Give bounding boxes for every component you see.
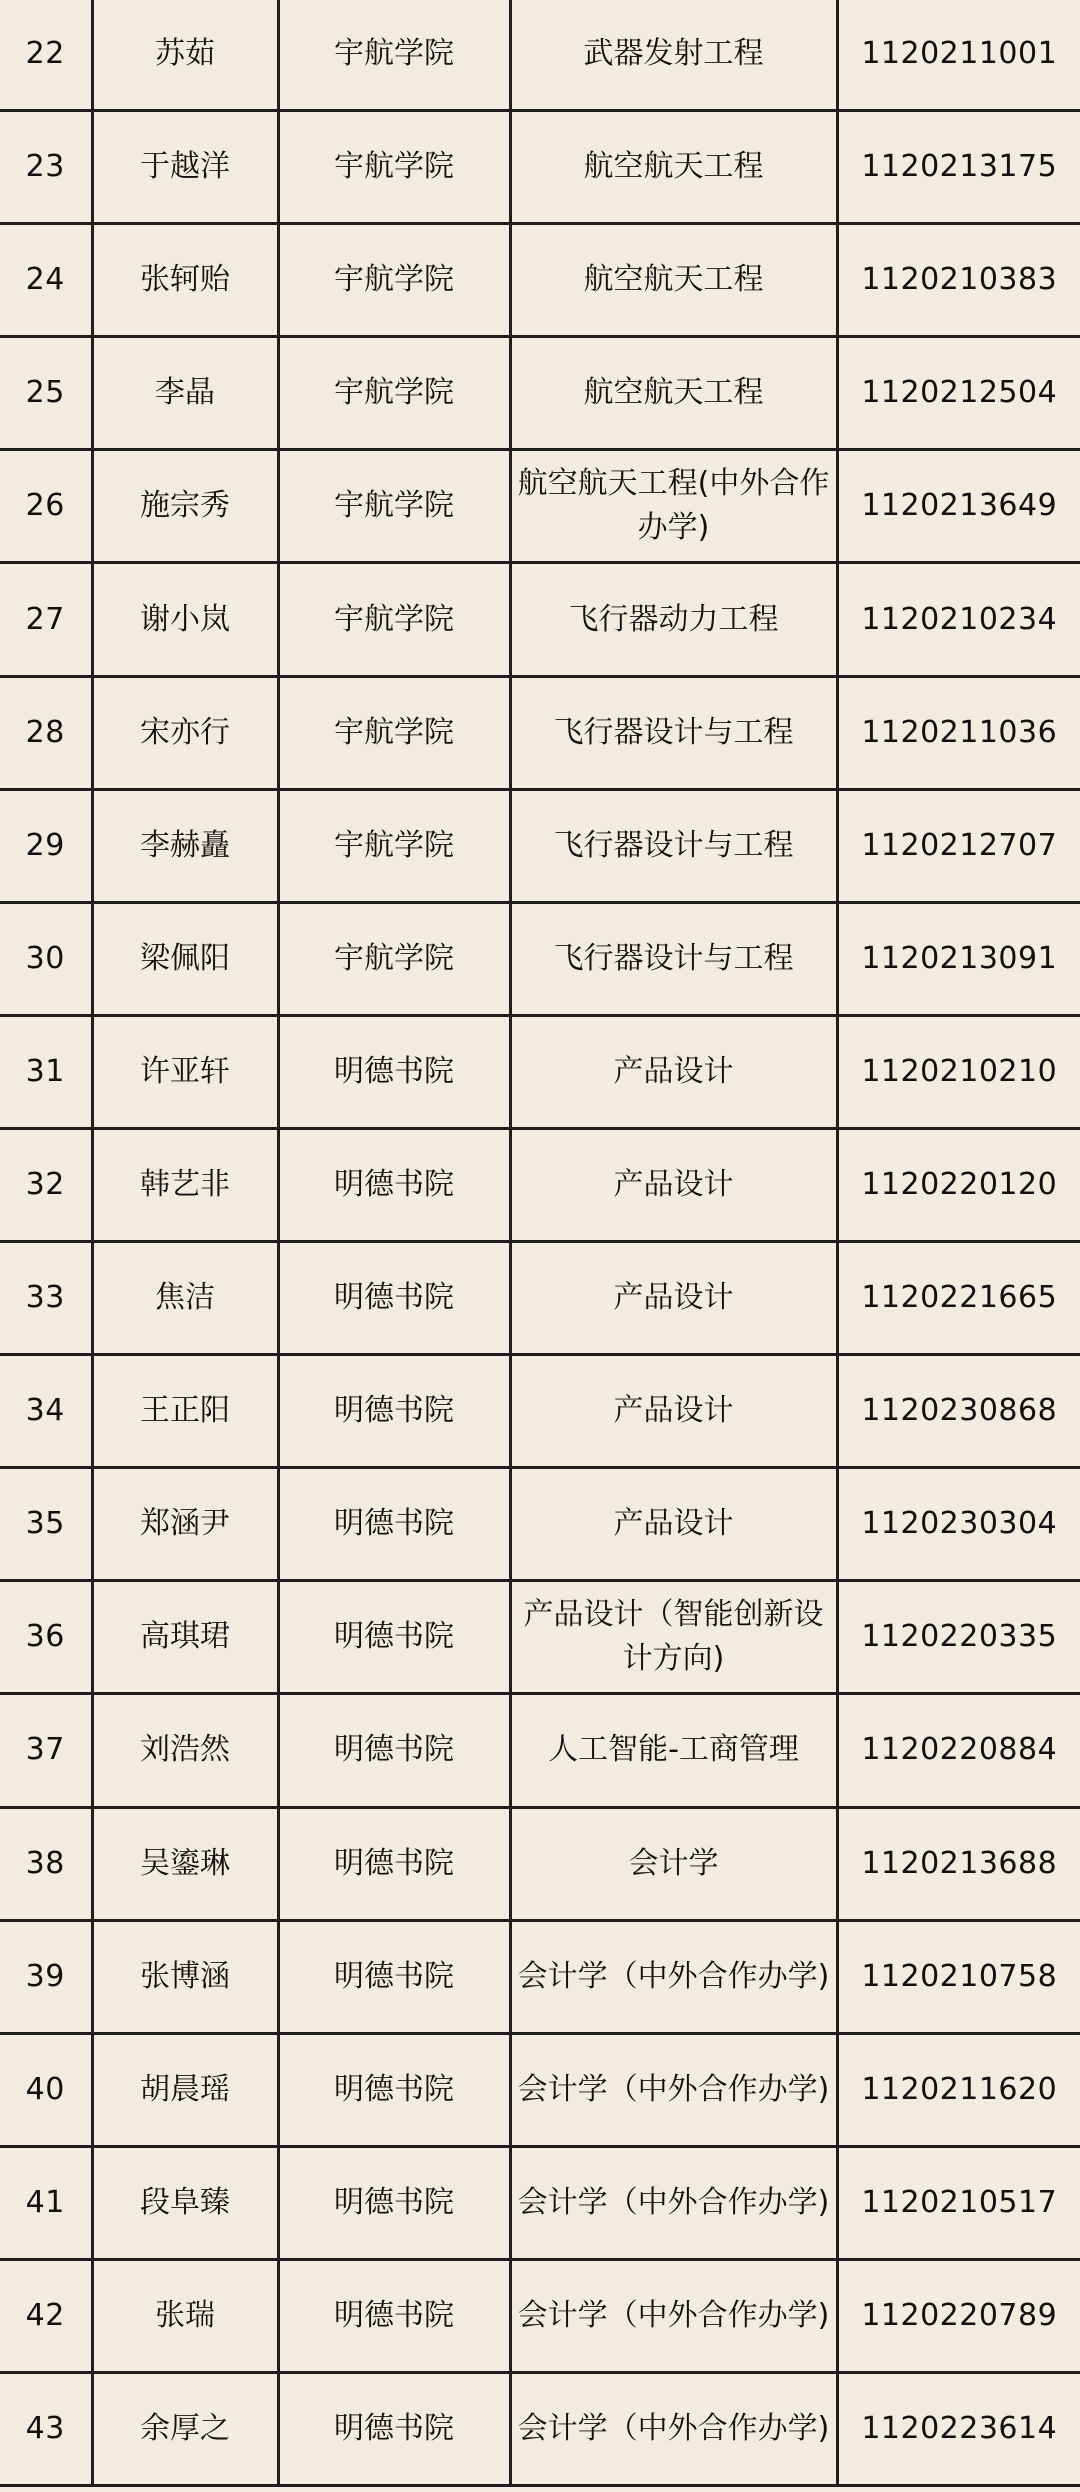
row-number: 33 — [0, 1242, 92, 1355]
table-row — [0, 1355, 1080, 1468]
college-name: 宇航学院 — [278, 337, 510, 450]
table-row — [0, 789, 1080, 902]
major-name: 武器发射工程 — [510, 0, 837, 111]
student-id: 1120220789 — [837, 2259, 1080, 2372]
major-name: 会计学（中外合作办学) — [510, 2372, 837, 2485]
student-name: 段阜臻 — [92, 2146, 278, 2259]
student-id: 1120223614 — [837, 2372, 1080, 2485]
row-number: 40 — [0, 2033, 92, 2146]
college-name: 宇航学院 — [278, 450, 510, 563]
college-name: 明德书院 — [278, 2033, 510, 2146]
row-number: 31 — [0, 1015, 92, 1128]
row-number: 29 — [0, 789, 92, 902]
college-name: 明德书院 — [278, 1920, 510, 2033]
college-name: 宇航学院 — [278, 789, 510, 902]
student-id: 1120212504 — [837, 337, 1080, 450]
table-row — [0, 450, 1080, 563]
major-name: 产品设计（智能创新设计方向) — [510, 1581, 837, 1694]
major-name: 飞行器设计与工程 — [510, 789, 837, 902]
student-id: 1120210210 — [837, 1015, 1080, 1128]
student-id: 1120213649 — [837, 450, 1080, 563]
major-name: 飞行器设计与工程 — [510, 676, 837, 789]
table-row — [0, 2146, 1080, 2259]
college-name: 明德书院 — [278, 1128, 510, 1241]
row-number: 32 — [0, 1128, 92, 1241]
major-name: 人工智能-工商管理 — [510, 1694, 837, 1807]
student-id: 1120212707 — [837, 789, 1080, 902]
college-name: 宇航学院 — [278, 676, 510, 789]
major-name: 航空航天工程 — [510, 111, 837, 224]
table-row — [0, 1581, 1080, 1694]
student-id: 1120220884 — [837, 1694, 1080, 1807]
row-number: 34 — [0, 1355, 92, 1468]
table-row — [0, 1242, 1080, 1355]
student-name: 王正阳 — [92, 1355, 278, 1468]
student-id: 1120211001 — [837, 0, 1080, 111]
table-row — [0, 1807, 1080, 1920]
table-row — [0, 111, 1080, 224]
row-number: 36 — [0, 1581, 92, 1694]
row-number: 28 — [0, 676, 92, 789]
college-name: 明德书院 — [278, 2259, 510, 2372]
row-number: 24 — [0, 224, 92, 337]
major-name: 飞行器设计与工程 — [510, 902, 837, 1015]
student-name: 李赫矗 — [92, 789, 278, 902]
table-row — [0, 902, 1080, 1015]
student-id: 1120213091 — [837, 902, 1080, 1015]
college-name: 宇航学院 — [278, 563, 510, 676]
major-name: 会计学 — [510, 1807, 837, 1920]
row-number: 38 — [0, 1807, 92, 1920]
major-name: 会计学（中外合作办学) — [510, 2033, 837, 2146]
student-id: 1120211036 — [837, 676, 1080, 789]
major-name: 会计学（中外合作办学) — [510, 2259, 837, 2372]
major-name: 产品设计 — [510, 1242, 837, 1355]
table-row — [0, 1694, 1080, 1807]
major-name: 飞行器动力工程 — [510, 563, 837, 676]
row-number: 43 — [0, 2372, 92, 2485]
college-name: 明德书院 — [278, 2372, 510, 2485]
student-id: 1120230304 — [837, 1468, 1080, 1581]
table-row — [0, 0, 1080, 111]
student-id: 1120210517 — [837, 2146, 1080, 2259]
student-id: 1120213688 — [837, 1807, 1080, 1920]
major-name: 产品设计 — [510, 1128, 837, 1241]
table-row — [0, 1468, 1080, 1581]
student-id: 1120220120 — [837, 1128, 1080, 1241]
college-name: 明德书院 — [278, 1468, 510, 1581]
student-name: 梁佩阳 — [92, 902, 278, 1015]
student-name: 张轲贻 — [92, 224, 278, 337]
student-id: 1120213175 — [837, 111, 1080, 224]
row-number: 42 — [0, 2259, 92, 2372]
table-row — [0, 2372, 1080, 2485]
college-name: 明德书院 — [278, 1581, 510, 1694]
student-id: 1120221665 — [837, 1242, 1080, 1355]
college-name: 明德书院 — [278, 1015, 510, 1128]
row-number: 27 — [0, 563, 92, 676]
row-number: 30 — [0, 902, 92, 1015]
row-number: 37 — [0, 1694, 92, 1807]
student-name: 张博涵 — [92, 1920, 278, 2033]
row-number: 22 — [0, 0, 92, 111]
student-name: 胡晨瑶 — [92, 2033, 278, 2146]
major-name: 产品设计 — [510, 1468, 837, 1581]
row-number: 26 — [0, 450, 92, 563]
student-name: 吴鎏琳 — [92, 1807, 278, 1920]
table-row — [0, 563, 1080, 676]
student-name: 张瑞 — [92, 2259, 278, 2372]
table-row — [0, 1128, 1080, 1241]
major-name: 航空航天工程 — [510, 224, 837, 337]
table-row — [0, 2033, 1080, 2146]
table-row — [0, 676, 1080, 789]
student-name: 许亚轩 — [92, 1015, 278, 1128]
college-name: 明德书院 — [278, 1807, 510, 1920]
major-name: 会计学（中外合作办学) — [510, 1920, 837, 2033]
student-id: 1120211620 — [837, 2033, 1080, 2146]
college-name: 宇航学院 — [278, 0, 510, 111]
student-name: 余厚之 — [92, 2372, 278, 2485]
student-id: 1120230868 — [837, 1355, 1080, 1468]
row-number: 25 — [0, 337, 92, 450]
college-name: 宇航学院 — [278, 224, 510, 337]
student-name: 苏茹 — [92, 0, 278, 111]
major-name: 航空航天工程(中外合作办学) — [510, 450, 837, 563]
college-name: 明德书院 — [278, 1355, 510, 1468]
row-number: 35 — [0, 1468, 92, 1581]
college-name: 明德书院 — [278, 1242, 510, 1355]
table-row — [0, 1920, 1080, 2033]
college-name: 宇航学院 — [278, 111, 510, 224]
college-name: 宇航学院 — [278, 902, 510, 1015]
college-name: 明德书院 — [278, 2146, 510, 2259]
row-number: 39 — [0, 1920, 92, 2033]
major-name: 会计学（中外合作办学) — [510, 2146, 837, 2259]
student-name: 刘浩然 — [92, 1694, 278, 1807]
student-id: 1120210234 — [837, 563, 1080, 676]
student-name: 李晶 — [92, 337, 278, 450]
college-name: 明德书院 — [278, 1694, 510, 1807]
student-id: 1120210383 — [837, 224, 1080, 337]
student-id: 1120210758 — [837, 1920, 1080, 2033]
student-name: 宋亦行 — [92, 676, 278, 789]
student-name: 于越洋 — [92, 111, 278, 224]
row-number: 23 — [0, 111, 92, 224]
student-name: 焦洁 — [92, 1242, 278, 1355]
major-name: 产品设计 — [510, 1015, 837, 1128]
student-id: 1120220335 — [837, 1581, 1080, 1694]
table-row — [0, 337, 1080, 450]
student-name: 韩艺非 — [92, 1128, 278, 1241]
student-name: 郑涵尹 — [92, 1468, 278, 1581]
major-name: 产品设计 — [510, 1355, 837, 1468]
student-name: 谢小岚 — [92, 563, 278, 676]
row-number: 41 — [0, 2146, 92, 2259]
table-row — [0, 2259, 1080, 2372]
student-name: 高琪珺 — [92, 1581, 278, 1694]
student-name: 施宗秀 — [92, 450, 278, 563]
table-row — [0, 224, 1080, 337]
table-row — [0, 1015, 1080, 1128]
major-name: 航空航天工程 — [510, 337, 837, 450]
